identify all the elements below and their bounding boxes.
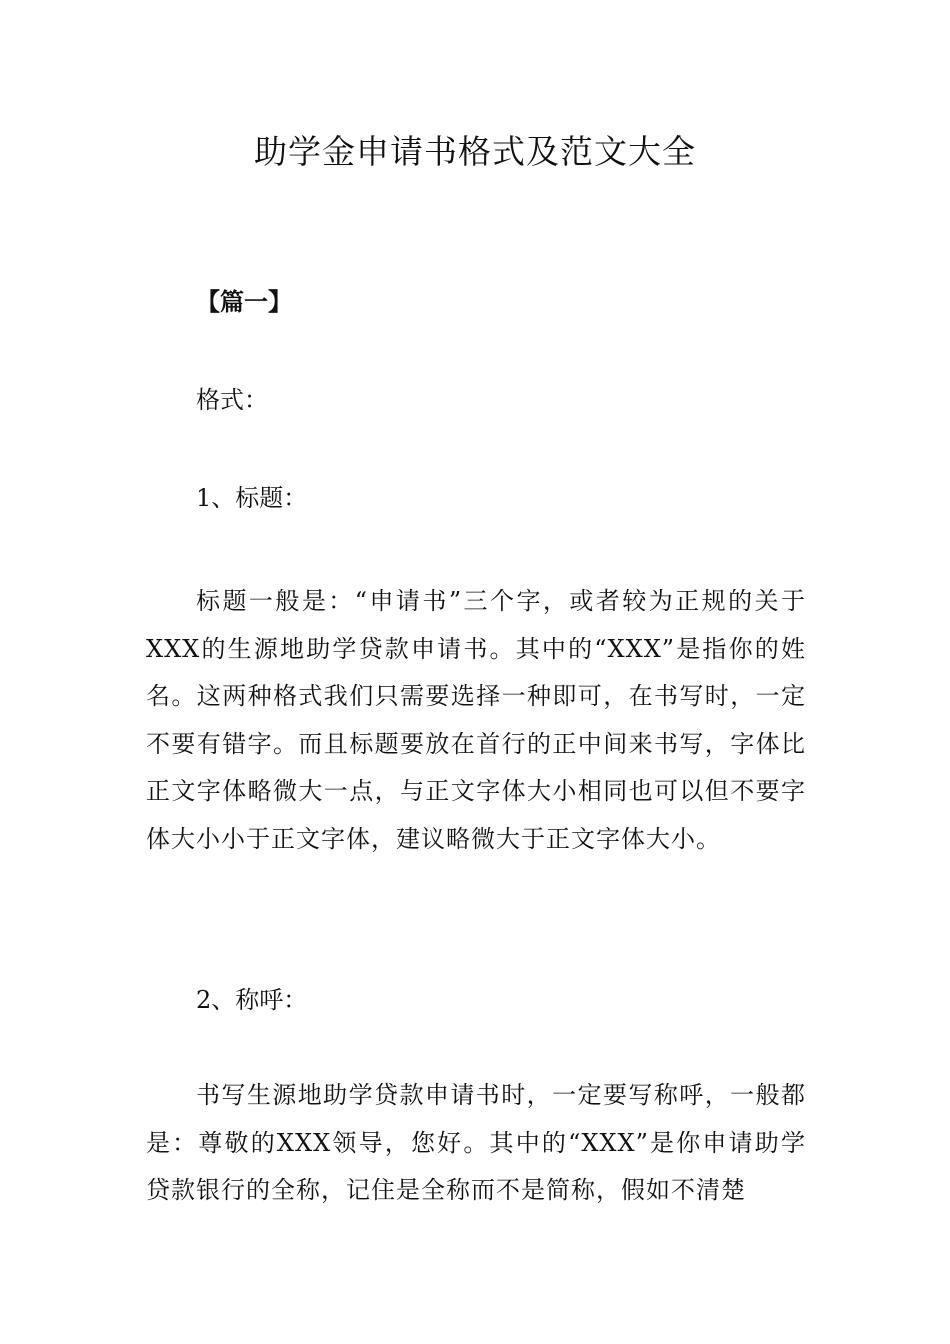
item1-heading: 1、标题： <box>196 484 308 512</box>
document-title: 助学金申请书格式及范文大全 <box>254 132 696 171</box>
item2-paragraph: 书写生源地助学贷款申请书时，一定要写称呼，一般都是：尊敬的XXX领导，您好。其中的“XXX”是你申请助学贷款银行的全称，记住是全称而不是简称，假如不清楚 <box>146 1081 806 1204</box>
item1-paragraph: 标题一般是：“申请书”三个字，或者较为正规的关于XXX的生源地助学贷款申请书。其中的“XXX”是指你的姓名。这两种格式我们只需要选择一种即可，在书写时，一定不要有错字。而且标题要放在首行的正中间来书写，字体比正文字体略微大一点，与正文字体大小相同也可以但不要字体大小小于正文字体，建议略微大于正文字体大小。 <box>146 587 806 853</box>
section-label: 【篇一】 <box>196 288 292 316</box>
format-label: 格式： <box>196 386 268 414</box>
item2-heading: 2、称呼： <box>196 986 308 1014</box>
